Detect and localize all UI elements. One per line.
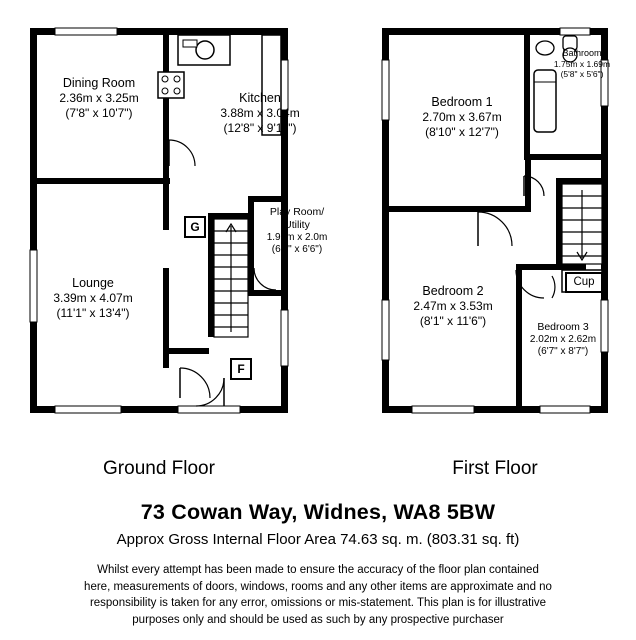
room-imperial: (5'8" x 5'6") (560, 69, 604, 80)
room-imperial: (8'10" x 12'7") (425, 124, 499, 139)
floor-area: Approx Gross Internal Floor Area 74.63 sq. m. (803.31 sq. ft) (116, 531, 520, 548)
room-label-dining-room (34, 76, 164, 121)
room-name: Bedroom 3 (537, 321, 589, 333)
room-name: Bedroom 1 (431, 95, 493, 109)
room-label-bedroom-3 (513, 321, 613, 358)
room-metric: 2.36m x 3.25m (59, 91, 139, 106)
room-metric: 2.70m x 3.67m (422, 110, 502, 125)
disclaimer-line-1: Whilst every attempt has been made to ensure the accuracy of the floor plan contained (97, 564, 539, 576)
marker-label: F (237, 362, 245, 376)
disclaimer-line-3: responsibility is taken for any error, omissions or mis-statement. This plan is for illustrative (89, 597, 547, 610)
room-label-lounge (28, 276, 158, 321)
room-metric: 3.39m x 4.07m (53, 291, 133, 306)
marker-label: G (190, 220, 200, 234)
room-name: Kitchen (239, 91, 281, 105)
property-address: 73 Cowan Way, Widnes, WA8 5BW (140, 500, 496, 524)
room-metric: 2.02m x 2.62m (529, 333, 597, 345)
room-name-line-1: Play Room/ (269, 206, 325, 218)
marker-cupboard (565, 272, 603, 293)
room-name: Dining Room (62, 76, 136, 90)
room-label-bathroom (540, 48, 624, 80)
marker-label: Cup (573, 276, 595, 288)
room-label-kitchen (195, 91, 325, 136)
disclaimer-line-2: here, measurements of doors, windows, rooms and any other items are approximate and no (84, 580, 552, 593)
first-floor-title (395, 458, 595, 480)
room-imperial: (6'7" x 8'7") (537, 345, 589, 357)
room-metric: 2.47m x 3.53m (413, 299, 493, 314)
floor-title-text: Ground Floor (103, 458, 215, 479)
room-name: Lounge (72, 276, 114, 290)
room-label-play-room-utility (249, 206, 345, 256)
disclaimer-line-4: purposes only and should be used as such by any prospective purchaser (132, 614, 504, 627)
room-imperial: (11'1" x 13'4") (56, 305, 130, 320)
room-metric: 1.95m x 2.0m (266, 231, 328, 243)
room-imperial: (8'1" x 11'6") (419, 313, 487, 328)
marker-gas-meter (184, 216, 206, 238)
disclaimer (0, 562, 636, 629)
room-name: Bathroom (562, 48, 602, 58)
room-imperial: (6'4" x 6'6") (271, 243, 323, 255)
ground-floor-title (59, 458, 259, 480)
marker-fuse-box (230, 358, 252, 380)
room-name-line-2: Utility (284, 218, 310, 231)
room-name: Bedroom 2 (422, 284, 484, 298)
address-block (0, 500, 636, 548)
room-imperial: (12'8" x 9'11") (223, 120, 297, 135)
room-imperial: (7'8" x 10'7") (65, 105, 133, 120)
room-label-bedroom-2 (389, 284, 517, 329)
room-metric: 3.88m x 3.04m (220, 106, 300, 121)
room-label-bedroom-1 (398, 95, 526, 140)
floor-title-text: First Floor (452, 458, 538, 479)
room-metric: 1.75m x 1.69m (553, 58, 611, 69)
